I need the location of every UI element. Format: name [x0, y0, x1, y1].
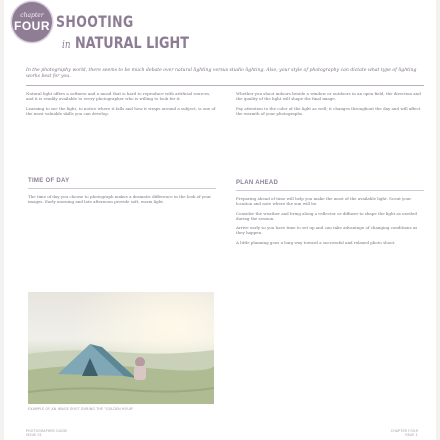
- heading-rule-left: [28, 188, 216, 189]
- body-paragraph: Consider the weather and bring along a reflector or diffuser to shape the light as needed during the session.: [236, 210, 417, 221]
- footer-left-line2: ISSUE 01: [26, 433, 43, 437]
- footer-right-line2: PAGE 1: [405, 433, 418, 437]
- column-left-top: [26, 91, 216, 120]
- column-right-bottom: [236, 196, 424, 249]
- heading-rule-right: [236, 190, 424, 191]
- photo-illustration: [28, 292, 214, 404]
- chapter-title-main: NATURAL LIGHT: [74, 33, 189, 52]
- golden-hour-photo: [28, 292, 214, 404]
- heading-plan-ahead: PLAN AHEAD: [236, 180, 279, 186]
- intro-paragraph: In the photography world, there seems to be much debate over natural lighting versus studio lighting. Also, your style of photography can dictate what type of lighting works best for you.: [26, 68, 417, 79]
- footer-left: [26, 429, 67, 437]
- body-paragraph: Natural light offers a softness and a mood that is hard to reproduce with artificial sources, and it is readily available to every photographer who is willing to look for it.: [26, 91, 211, 102]
- person-shape: [135, 357, 145, 367]
- body-paragraph: Preparing ahead of time will help you make the most of the available light. Scout your location and note where the sun will be.: [236, 196, 412, 207]
- section-divider: [26, 85, 424, 86]
- photo-caption: EXAMPLE OF AN IMAGE SHOT DURING THE "GOLDEN HOUR": [28, 407, 134, 411]
- body-paragraph: A little planning goes a long way toward a successful and relaxed photo shoot.: [236, 239, 396, 245]
- chapter-title-in: in: [62, 38, 71, 51]
- column-left-bottom: [28, 194, 216, 209]
- chapter-badge-label: chapter: [20, 11, 44, 19]
- chapter-title-line2: [62, 33, 189, 52]
- chapter-number: FOUR: [14, 18, 50, 33]
- body-paragraph: The time of day you choose to photograph makes a dramatic difference in the look of your images. Early morning and late afternoon provide soft, warm light.: [28, 194, 212, 205]
- chapter-badge: [12, 2, 52, 42]
- footer-right: [391, 429, 418, 437]
- document-page: [4, 0, 436, 440]
- heading-time-of-day: TIME OF DAY: [28, 178, 70, 184]
- body-paragraph: Whether you shoot indoors beside a window or outdoors in an open field, the direction and the quality of the light will shape the final image.: [236, 91, 421, 102]
- chapter-title-line1: SHOOTING: [56, 12, 134, 31]
- body-paragraph: Arrive early so you have time to set up and can take advantage of changing conditions as they happen.: [236, 225, 418, 236]
- body-paragraph: Learning to see the light, to notice where it falls and how it wraps around a subject, is one of the most valuable skills you can develop.: [26, 105, 216, 116]
- footer-right-line1: CHAPTER FOUR: [390, 429, 418, 433]
- footer-left-line1: PHOTOGRAPHER GUIDE: [26, 429, 68, 433]
- body-paragraph: Pay attention to the color of the light as well; it changes throughout the day and will affect the warmth of your photographs.: [236, 105, 421, 116]
- column-right-top: [236, 91, 424, 120]
